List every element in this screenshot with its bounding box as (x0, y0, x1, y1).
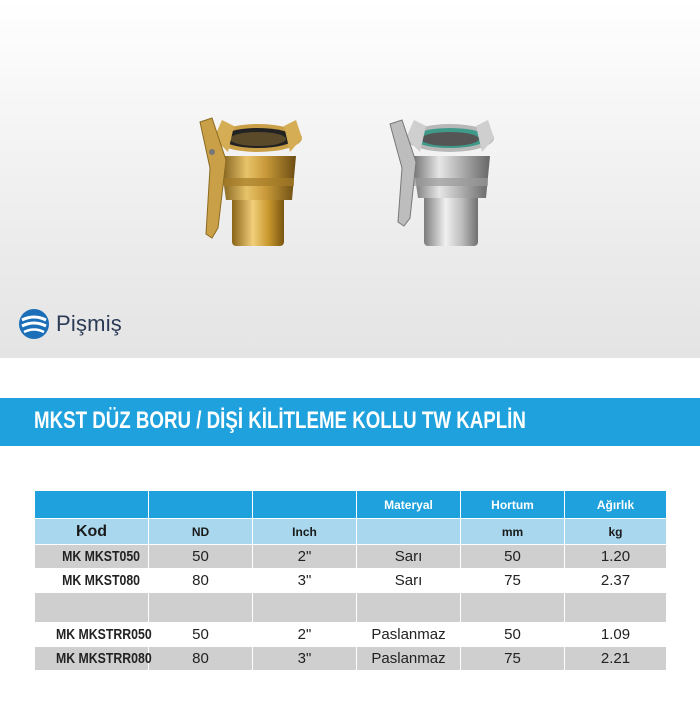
kod-text: MK MKSTRR050 (56, 626, 152, 643)
spacer-cell (253, 593, 357, 623)
header-mm: mm (461, 519, 565, 545)
stainless-coupling-image (382, 108, 512, 248)
kod-cell (35, 545, 149, 569)
inch-cell: 2" (253, 623, 357, 647)
header-hortum: Hortum (461, 491, 565, 519)
banner-title: MKST DÜZ BORU / DİŞİ KİLİTLEME KOLLU TW KAPLİN (34, 407, 526, 434)
materyal-cell: Sarı (357, 569, 461, 593)
spacer-cell (357, 593, 461, 623)
mm-cell: 75 (461, 647, 565, 671)
spacer-cell (461, 593, 565, 623)
materyal-cell: Paslanmaz (357, 623, 461, 647)
nd-cell: 80 (149, 569, 253, 593)
header-cell (253, 491, 357, 519)
brass-coupling-image (192, 108, 322, 248)
table-row (35, 569, 667, 593)
header-materyal: Materyal (357, 491, 461, 519)
table-row (35, 623, 667, 647)
spacer-cell (149, 593, 253, 623)
header-agirlik: Ağırlık (565, 491, 667, 519)
header-kod: Kod (35, 519, 149, 545)
mm-cell: 50 (461, 623, 565, 647)
table-row (35, 545, 667, 569)
spacer-cell (35, 593, 149, 623)
header-nd: ND (149, 519, 253, 545)
table-header-top (35, 491, 667, 519)
brand-logo (18, 306, 122, 342)
kod-cell (35, 647, 152, 671)
header-cell (35, 491, 149, 519)
title-banner (0, 398, 700, 446)
nd-cell: 50 (149, 623, 253, 647)
kg-cell: 1.20 (565, 545, 667, 569)
kg-cell: 1.09 (565, 623, 667, 647)
inch-cell: 2" (253, 545, 357, 569)
nd-cell: 80 (149, 647, 253, 671)
header-cell (357, 519, 461, 545)
inch-cell: 3" (253, 569, 357, 593)
nd-cell: 50 (149, 545, 253, 569)
brand-name: Pişmiş (56, 311, 122, 336)
kod-text: MK MKST050 (62, 548, 140, 565)
kod-text: MK MKST080 (62, 572, 140, 589)
header-cell (149, 491, 253, 519)
table-row (35, 647, 667, 671)
table-spacer-row (35, 593, 667, 623)
kod-cell (35, 623, 152, 647)
kg-cell: 2.37 (565, 569, 667, 593)
kod-cell (35, 569, 149, 593)
spacer-cell (565, 593, 667, 623)
mm-cell: 50 (461, 545, 565, 569)
table-header-bottom (35, 519, 667, 545)
materyal-cell: Sarı (357, 545, 461, 569)
kg-cell: 2.21 (565, 647, 667, 671)
materyal-cell: Paslanmaz (357, 647, 461, 671)
header-inch: Inch (253, 519, 357, 545)
mm-cell: 75 (461, 569, 565, 593)
pismis-logo-icon (18, 308, 50, 340)
spec-table (34, 490, 667, 671)
kod-text: MK MKSTRR080 (56, 650, 152, 667)
header-kg: kg (565, 519, 667, 545)
inch-cell: 3" (253, 647, 357, 671)
